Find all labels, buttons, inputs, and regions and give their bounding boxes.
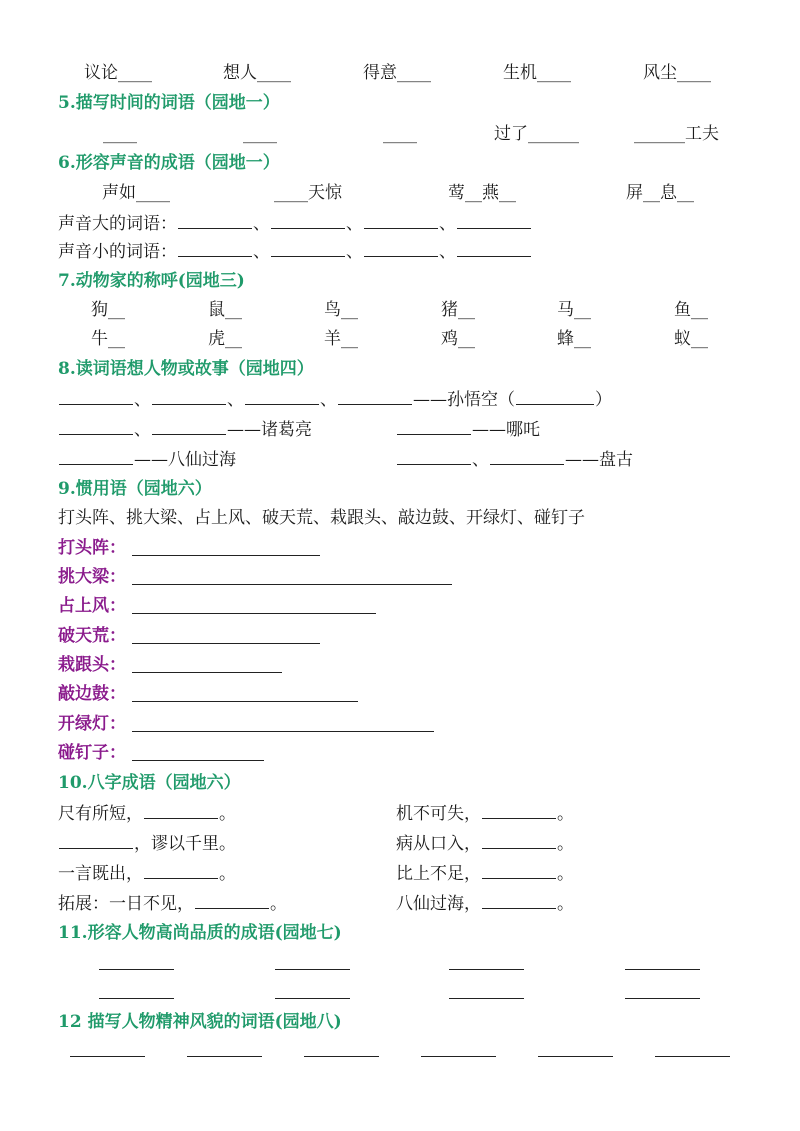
answer-line[interactable]	[449, 969, 524, 970]
proverb-text: 机不可失，	[396, 804, 481, 824]
answer-line[interactable]	[132, 555, 320, 556]
fill-item: 蜂__	[557, 329, 591, 349]
fill-item: 莺__燕__	[448, 183, 516, 203]
soft-words-line	[58, 238, 532, 264]
blank[interactable]	[59, 830, 133, 849]
story-line	[58, 446, 236, 472]
separator: 、	[346, 214, 363, 234]
proverb-line	[396, 800, 574, 826]
blank[interactable]	[144, 800, 218, 819]
blank[interactable]	[397, 446, 471, 465]
fill-item: 生机____	[503, 63, 571, 83]
fill-item: ____	[243, 124, 277, 144]
answer-line[interactable]	[132, 613, 376, 614]
answer-line[interactable]	[449, 998, 524, 999]
separator: 、	[253, 242, 270, 262]
fill-item: 议论____	[84, 63, 152, 83]
proverb-line	[58, 800, 236, 826]
answer-line[interactable]	[132, 701, 358, 702]
loud-words-label: 声音大的词语：	[58, 214, 177, 234]
story-line	[58, 386, 612, 412]
section-7-title: 7.动物家的称呼(园地三)	[58, 271, 245, 291]
separator: 、	[134, 420, 151, 440]
fill-item: 风尘____	[643, 63, 711, 83]
period: 。	[219, 864, 236, 884]
soft-words-label: 声音小的词语：	[58, 242, 177, 262]
fill-item: ____	[383, 124, 417, 144]
blank[interactable]	[144, 860, 218, 879]
sunwukong-label: ——孙悟空（	[413, 390, 515, 410]
section-8-title: 8.读词语想人物或故事（园地四）	[58, 359, 314, 379]
proverb-line	[396, 860, 574, 886]
blank[interactable]	[457, 238, 531, 257]
fill-item: 想人____	[223, 63, 291, 83]
proverb-text: 一言既出，	[58, 864, 143, 884]
answer-line[interactable]	[99, 969, 174, 970]
proverb-line	[396, 830, 574, 856]
separator: 、	[346, 242, 363, 262]
idiom-list: 打头阵、挑大梁、占上风、破天荒、栽跟头、敲边鼓、开绿灯、碰钉子	[58, 508, 585, 528]
baxian-label: ——八仙过海	[134, 450, 236, 470]
blank[interactable]	[195, 890, 269, 909]
fill-item: 声如____	[102, 183, 170, 203]
answer-line[interactable]	[655, 1056, 730, 1057]
period: 。	[557, 804, 574, 824]
fill-item: 猪__	[441, 300, 475, 320]
fill-item: 鱼__	[674, 300, 708, 320]
proverb-line	[58, 860, 236, 886]
proverb-text: 拓展：一日不见，	[58, 894, 194, 914]
fill-item: ______工夫	[634, 124, 719, 144]
story-line	[396, 446, 633, 472]
blank[interactable]	[152, 416, 226, 435]
separator: 、	[253, 214, 270, 234]
blank[interactable]	[482, 800, 556, 819]
answer-line[interactable]	[421, 1056, 496, 1057]
separator: 、	[320, 390, 337, 410]
blank[interactable]	[271, 238, 345, 257]
answer-line[interactable]	[132, 643, 320, 644]
separator: 、	[472, 450, 489, 470]
section-6-title: 6.形容声音的成语（园地一）	[58, 153, 280, 173]
separator: 、	[134, 390, 151, 410]
period: 。	[270, 894, 287, 914]
blank[interactable]	[364, 210, 438, 229]
blank[interactable]	[178, 210, 252, 229]
period: 。	[557, 834, 574, 854]
blank[interactable]	[152, 386, 226, 405]
fill-item: 虎__	[208, 329, 242, 349]
blank[interactable]	[271, 210, 345, 229]
loud-words-line	[58, 210, 532, 236]
term-label: 占上风：	[58, 596, 126, 616]
blank[interactable]	[490, 446, 564, 465]
answer-line[interactable]	[132, 731, 434, 732]
answer-line[interactable]	[625, 969, 700, 970]
blank[interactable]	[338, 386, 412, 405]
term-label: 敲边鼓：	[58, 684, 126, 704]
fill-item: 狗__	[91, 300, 125, 320]
nezha-label: ——哪吒	[472, 420, 540, 440]
close-paren: ）	[595, 390, 612, 410]
answer-line[interactable]	[304, 1056, 379, 1057]
pangu-label: ——盘古	[565, 450, 633, 470]
answer-line[interactable]	[625, 998, 700, 999]
period: 。	[557, 894, 574, 914]
term-label: 开绿灯：	[58, 714, 126, 734]
period: 。	[557, 864, 574, 884]
section-5-title: 5.描写时间的词语（园地一）	[58, 93, 280, 113]
proverb-line	[58, 830, 236, 856]
answer-line[interactable]	[132, 584, 452, 585]
proverb-text: 尺有所短，	[58, 804, 143, 824]
answer-line[interactable]	[132, 760, 264, 761]
section-12-title: 12 描写人物精神风貌的词语(园地八)	[58, 1012, 342, 1032]
proverb-text: ，谬以千里。	[134, 834, 236, 854]
blank[interactable]	[59, 416, 133, 435]
fill-item: 鼠__	[208, 300, 242, 320]
answer-line[interactable]	[275, 969, 350, 970]
fill-item: 得意____	[363, 63, 431, 83]
answer-line[interactable]	[70, 1056, 145, 1057]
section-9-title: 9.惯用语（园地六）	[58, 479, 212, 499]
blank[interactable]	[59, 386, 133, 405]
separator: 、	[439, 214, 456, 234]
blank[interactable]	[364, 238, 438, 257]
answer-line[interactable]	[132, 672, 282, 673]
blank[interactable]	[178, 238, 252, 257]
answer-line[interactable]	[538, 1056, 613, 1057]
fill-item: ____	[103, 124, 137, 144]
term-label: 破天荒：	[58, 626, 126, 646]
proverb-text: 八仙过海，	[396, 894, 481, 914]
fill-item: 过了______	[494, 124, 579, 144]
blank[interactable]	[59, 446, 133, 465]
fill-item: 鸡__	[441, 329, 475, 349]
proverb-text: 比上不足，	[396, 864, 481, 884]
fill-item: ____天惊	[274, 183, 342, 203]
blank[interactable]	[516, 386, 594, 405]
blank[interactable]	[482, 860, 556, 879]
answer-line[interactable]	[275, 998, 350, 999]
separator: 、	[227, 390, 244, 410]
fill-item: 鸟__	[324, 300, 358, 320]
section-10-title: 10.八字成语（园地六）	[58, 773, 241, 793]
answer-line[interactable]	[187, 1056, 262, 1057]
fill-item: 蚁__	[674, 329, 708, 349]
proverb-text: 病从口入，	[396, 834, 481, 854]
proverb-line	[396, 890, 574, 916]
zhuge-label: ——诸葛亮	[227, 420, 312, 440]
term-label: 挑大梁：	[58, 567, 126, 587]
blank[interactable]	[482, 830, 556, 849]
term-label: 栽跟头：	[58, 655, 126, 675]
blank[interactable]	[245, 386, 319, 405]
fill-item: 牛__	[91, 329, 125, 349]
fill-item: 屏__息__	[626, 183, 694, 203]
term-label: 碰钉子：	[58, 743, 126, 763]
proverb-line	[58, 890, 287, 916]
fill-item: 羊__	[324, 329, 358, 349]
blank[interactable]	[457, 210, 531, 229]
period: 。	[219, 804, 236, 824]
answer-line[interactable]	[99, 998, 174, 999]
story-line	[396, 416, 540, 442]
term-label: 打头阵：	[58, 538, 126, 558]
blank[interactable]	[482, 890, 556, 909]
section-11-title: 11.形容人物高尚品质的成语(园地七)	[58, 923, 342, 943]
blank[interactable]	[397, 416, 471, 435]
fill-item: 马__	[557, 300, 591, 320]
separator: 、	[439, 242, 456, 262]
story-line	[58, 416, 312, 442]
